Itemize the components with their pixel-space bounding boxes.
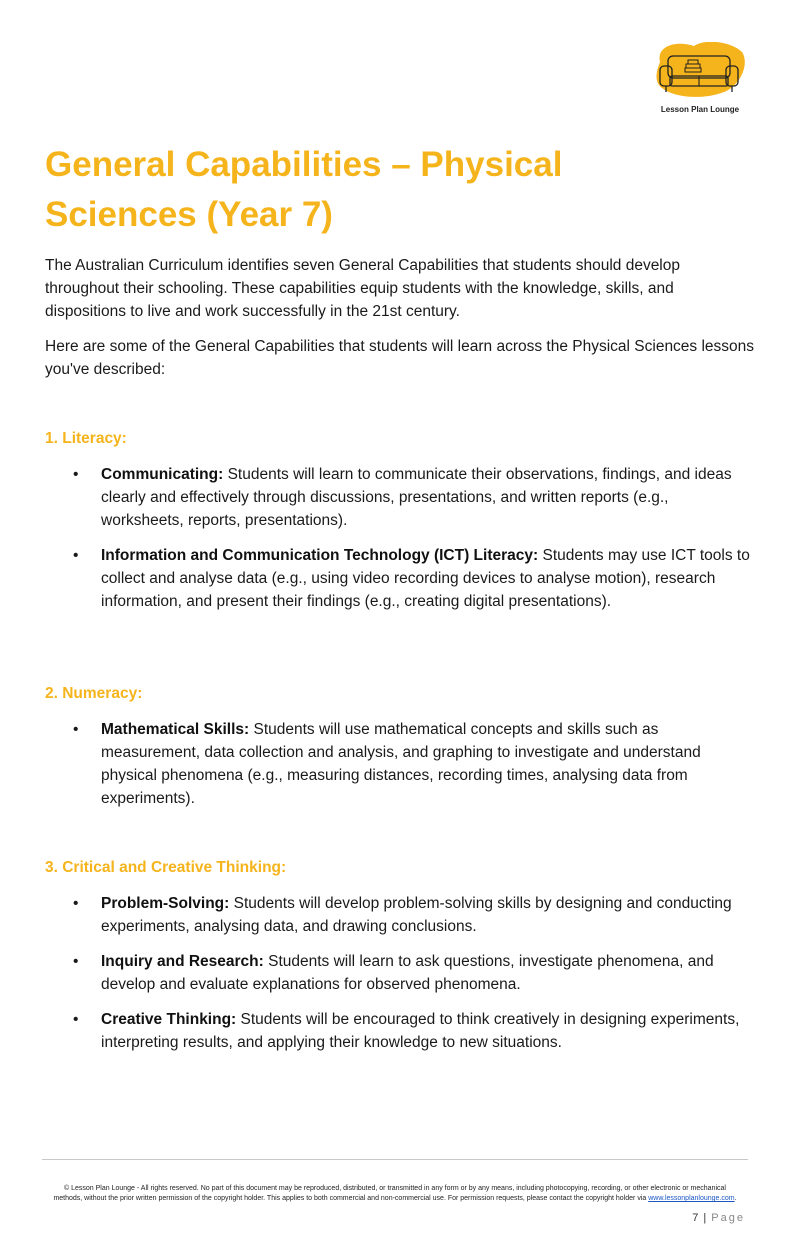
bullet-list-numeracy — [45, 718, 755, 822]
logo — [652, 42, 748, 116]
list-item — [45, 892, 755, 938]
bullet-text: Students will develop problem-solving skills by designing and conducting experiments, analysing data, and drawing conclusions. — [101, 895, 732, 935]
logo-text: Lesson Plan Lounge — [660, 105, 740, 114]
bullet-term: Information and Communication Technology (ICT) Literacy: — [101, 547, 539, 564]
bullet-term: Mathematical Skills: — [101, 721, 250, 738]
list-item — [45, 718, 755, 810]
list-item — [45, 463, 755, 532]
page-separator: | — [703, 1212, 708, 1224]
website-link[interactable]: www.lessonplanlounge.com — [648, 1195, 735, 1202]
section-heading-numeracy: 2. Numeracy: — [45, 685, 143, 702]
bullet-icon: • — [73, 466, 79, 483]
page-number — [660, 1212, 745, 1224]
list-item — [45, 1008, 755, 1054]
bullet-icon: • — [73, 1011, 79, 1028]
bullet-icon: • — [73, 721, 79, 738]
bullet-icon: • — [73, 547, 79, 564]
copyright-text: © Lesson Plan Lounge - All rights reserved. No part of this document may be reproduced, distributed, or transmitted in any form or by any means, including photocopying, recording, or other electronic or mechanical methods, without the prior written permission of the copyright holder. This applies to both commercial and non-commercial use. For permission requests, please contact the copyright holder via — [53, 1185, 726, 1202]
sofa-logo-icon — [654, 42, 746, 102]
bullet-icon: • — [73, 953, 79, 970]
bullet-text: Students may use ICT tools to collect and analyse data (e.g., using video recording devices to analyse motion), research information, and present their findings (e.g., creating digital presentations). — [101, 547, 750, 610]
copyright-suffix: . — [734, 1195, 737, 1202]
bullet-list-literacy — [45, 463, 755, 625]
bullet-text: Students will learn to communicate their observations, findings, and ideas clearly and effectively through discussions, presentations, and written reports (e.g., worksheets, reports, presentations). — [101, 466, 732, 529]
list-item — [45, 544, 755, 613]
section-heading-literacy: 1. Literacy: — [45, 430, 127, 447]
bullet-term: Inquiry and Research: — [101, 953, 264, 970]
intro-paragraph: Here are some of the General Capabilities that students will learn across the Physical Sciences lessons you've described: — [45, 338, 755, 378]
page-number-value: 7 — [692, 1212, 700, 1224]
footer-divider — [42, 1159, 748, 1160]
intro-paragraph: The Australian Curriculum identifies seven General Capabilities that students should develop throughout their schooling. These capabilities equip students with the knowledge, skills, and dispositions to live and work successfully in the 21st century. — [45, 257, 680, 320]
footer-copyright — [50, 1184, 740, 1204]
bullet-icon: • — [73, 895, 79, 912]
section-heading-critical-thinking: 3. Critical and Creative Thinking: — [45, 859, 287, 876]
bullet-text: Students will be encouraged to think creatively in designing experiments, interpreting results, and applying their knowledge to new situations. — [101, 1011, 740, 1051]
bullet-term: Communicating: — [101, 466, 224, 483]
list-item — [45, 950, 755, 996]
page-title: General Capabilities – Physical Sciences (Year 7) — [45, 145, 563, 234]
bullet-text: Students will use mathematical concepts and skills such as measurement, data collection and analysis, and graphing to investigate and understand physical phenomena (e.g., measuring distances, recording times, analysing data from experiments). — [101, 721, 701, 807]
bullet-text: Students will learn to ask questions, investigate phenomena, and develop and evaluate explanations for observed phenomena. — [101, 953, 714, 993]
bullet-term: Problem-Solving: — [101, 895, 230, 912]
bullet-term: Creative Thinking: — [101, 1011, 237, 1028]
page-label: Page — [711, 1212, 745, 1224]
bullet-list-critical-thinking — [45, 892, 755, 1066]
